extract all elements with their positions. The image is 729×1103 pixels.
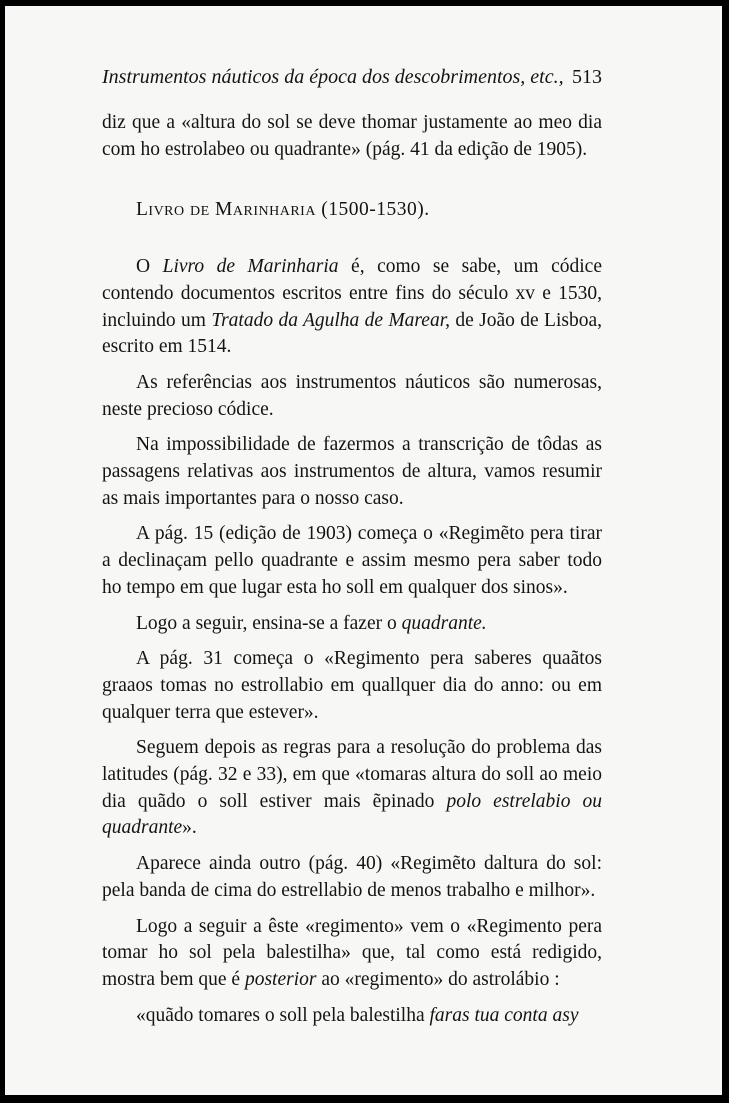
page-number: 513 [572, 66, 602, 88]
page [5, 6, 722, 1095]
paragraph: Aparece ainda outro (pág. 40) «Regimẽto daltura do sol: pela banda de cima do estrellabio de menos trabalho e milhor». [102, 853, 602, 901]
italic-term: polo estrelabio ou quadrante [102, 790, 603, 839]
italic-term: posterior [244, 968, 317, 990]
italic-title: Tratado da Agulha de Marear, [211, 309, 451, 331]
text-run: ao «regimento» do astrolábio : [316, 968, 560, 990]
text-run: Logo a seguir, ensina-se a fazer o [136, 612, 402, 634]
page-body [102, 110, 602, 1029]
paragraph [102, 254, 602, 361]
paragraph: A pág. 15 (edição de 1903) começa o «Regimẽto pera tirar a declinaçam pello quadrante e assim mesmo pera saber todo ho tempo em que lugar esta ho soll em qualquer dos sinos». [102, 523, 602, 598]
paragraph: As referências aos instrumentos náuticos são numerosas, neste precioso códice. [102, 371, 602, 420]
paragraph: A pág. 31 começa o «Regimento pera saberes quaãtos graaos tomas no estrollabio em quallquer dia do anno: ou em qualquer terra que estever». [102, 648, 602, 723]
text-run: ». [182, 817, 197, 839]
text-run: «quãdo tomares o soll pela balestilha [136, 1004, 430, 1026]
paragraph: Na impossibilidade de fazermos a transcrição de tôdas as passagens relativas aos instrumentos de altura, vamos resumir as mais importantes para o nosso caso. [102, 434, 602, 509]
paragraph [102, 611, 602, 638]
paragraph [102, 735, 602, 842]
text-run: Logo a seguir a êste «regimento» vem o «Regimento pera tomar ho sol pela balestilha» que, tal como está redigido, mostra bem que é [102, 915, 602, 990]
text-run: de João de Lisboa, escrito em 1514. [102, 309, 602, 358]
text-run: O [136, 256, 163, 278]
running-header [102, 66, 602, 89]
paragraph [102, 1003, 602, 1030]
italic-term: faras tua conta asy [429, 1004, 579, 1026]
text-run: é, como se sabe, um códice contendo documentos escritos entre fins do século xv e 1530, incluindo um [102, 256, 602, 331]
text-run: Seguem depois as regras para a resolução do problema das latitudes (pág. 32 e 33), em que «tomaras altura do soll ao meio dia quãdo o soll estiver mais ẽpinado [102, 737, 602, 812]
italic-title: Livro de Marinharia [162, 256, 339, 278]
italic-term: quadrante. [401, 612, 487, 634]
section-heading-text: Livro de Marinharia (1500-1530). [136, 199, 430, 221]
header-title: Instrumentos náuticos da época dos descobrimentos, etc., [102, 66, 564, 88]
paragraph-continuation: diz que a «altura do sol se deve thomar justamente ao meo dia com ho estrolabeo ou quadrante» (pág. 41 da edição de 1905). [102, 112, 602, 160]
section-heading [102, 197, 602, 224]
paragraph [102, 914, 602, 994]
